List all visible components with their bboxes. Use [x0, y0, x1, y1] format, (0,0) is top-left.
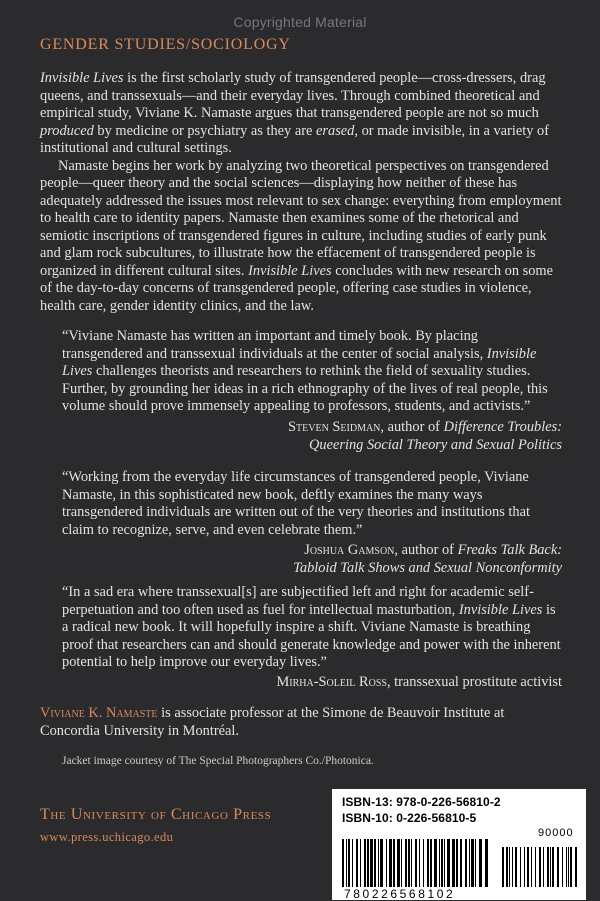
book-title-italic: Invisible Lives: [458, 601, 543, 618]
endorsement-quote-1: [62, 328, 562, 416]
bio-text: is associate professor at the Simone de Beauvoir Institute at Concordia University in Montréal.: [40, 705, 505, 739]
quote-text: “In a sad era where transsexual[s] are subjectified left and right for academic self-perpetuation and too often used as fuel for intellectual masturbation,: [62, 584, 534, 618]
endorser-name: Steven Seidman: [288, 419, 381, 435]
endorsement-quote-2: [62, 469, 562, 539]
book-title-italic: Invisible Lives: [40, 70, 124, 86]
book-title-italic: Invisible Lives: [248, 262, 332, 279]
emphasis: erased: [316, 122, 355, 139]
barcode-icon: [340, 839, 578, 887]
endorser-name: Mirha-Soleil Ross: [276, 674, 387, 690]
endorser-book: Tabloid Talk Shows and Sexual Nonconformity: [293, 560, 562, 576]
endorser-role: , transsexual prostitute activist: [386, 674, 562, 690]
jacket-credit: Jacket image courtesy of The Special Photographers Co./Photonica.: [62, 755, 374, 767]
endorsement-quote-3: [62, 584, 562, 672]
quote-text: “Viviane Namaste has written an important and timely book. By placing transgendered and transsexual individuals at the center of social analysis,: [62, 328, 487, 362]
isbn-barcode-box: [332, 789, 586, 900]
price-code: 90000: [538, 827, 574, 839]
endorser-book: Freaks Talk Back:: [457, 542, 562, 558]
quote-text: challenges theorists and researchers to rethink the field of sexuality studies. Further, by grounding her ideas in a rich ethnography of the lives of real people, this volume should prove immensely appealing to professors, students, and activists.”: [62, 363, 548, 414]
quote-text: “Working from the everyday life circumstances of transgendered people, Viviane Namaste, in this sophisticated new book, deftly examines the many ways transgendered individuals are written out of the very theories and institutions that claim to recognize, serve, and even celebrate them.”: [62, 469, 530, 538]
endorser-name: Joshua Gamson: [304, 542, 395, 558]
text-run: Namaste begins her work by analyzing two theoretical perspectives on transgendered people—queer theory and the social sciences—displaying how neither of these has adequately addressed the issues most relevant to sex change: everything from employment to health care to identity papers. Namaste then examines some of the rhetorical and semiotic inscriptions of transgendered figures in culture, including studies of early punk and glam rock subcultures, to illustrate how the effacement of transgendered people is organized in different cultural sites.: [40, 157, 562, 279]
description: [40, 70, 562, 315]
emphasis: produced: [40, 122, 94, 139]
endorser-book: Difference Troubles:: [443, 419, 562, 435]
description-paragraph-1: [40, 70, 562, 158]
author-name: Viviane K. Namaste: [40, 705, 158, 721]
book-title-italic: Invisible Lives: [62, 345, 537, 379]
description-paragraph-2: [40, 158, 562, 316]
endorsement-attribution-1: [288, 418, 562, 454]
text-run: concludes with new research on some of the day-to-day concerns of transgendered people, offering case studies in violence, health care, gender identity clinics, and the law.: [40, 262, 553, 314]
publisher-name: The University of Chicago Press: [40, 806, 272, 823]
quote-text: is a radical new book. It will hopefully inspire a shift. Viviane Namaste is breathing proof that researchers can and should generate knowledge and power with the inherent potential to help improve our everyday lives.”: [62, 601, 561, 670]
endorser-role: , author of: [380, 419, 444, 435]
text-run: by medicine or psychiatry as they are: [93, 122, 317, 139]
publisher-url: www.press.uchicago.edu: [40, 830, 174, 844]
barcode-digits: 780226568102: [344, 887, 456, 901]
endorsement-attribution-2: [293, 541, 562, 577]
endorser-book: Queering Social Theory and Sexual Politics: [309, 437, 562, 453]
isbn-13: ISBN-13: 978-0-226-56810-2: [342, 795, 501, 809]
text-run: is the first scholarly study of transgendered people—cross-dressers, drag queens, and transsexuals—and their everyday lives. Through combined theoretical and empirical study, Viviane K. Namaste argues that transgendered people are not so much: [40, 70, 546, 121]
text-run: , or made invisible, in a variety of institutional and cultural settings.: [40, 122, 550, 156]
endorsement-attribution-3: [276, 673, 562, 691]
author-bio: [40, 705, 562, 740]
copyright-watermark: Copyrighted Material: [233, 14, 367, 30]
endorser-role: , author of: [394, 542, 458, 558]
isbn-10: ISBN-10: 0-226-56810-5: [342, 811, 477, 825]
category-heading: GENDER STUDIES/SOCIOLOGY: [40, 36, 291, 53]
